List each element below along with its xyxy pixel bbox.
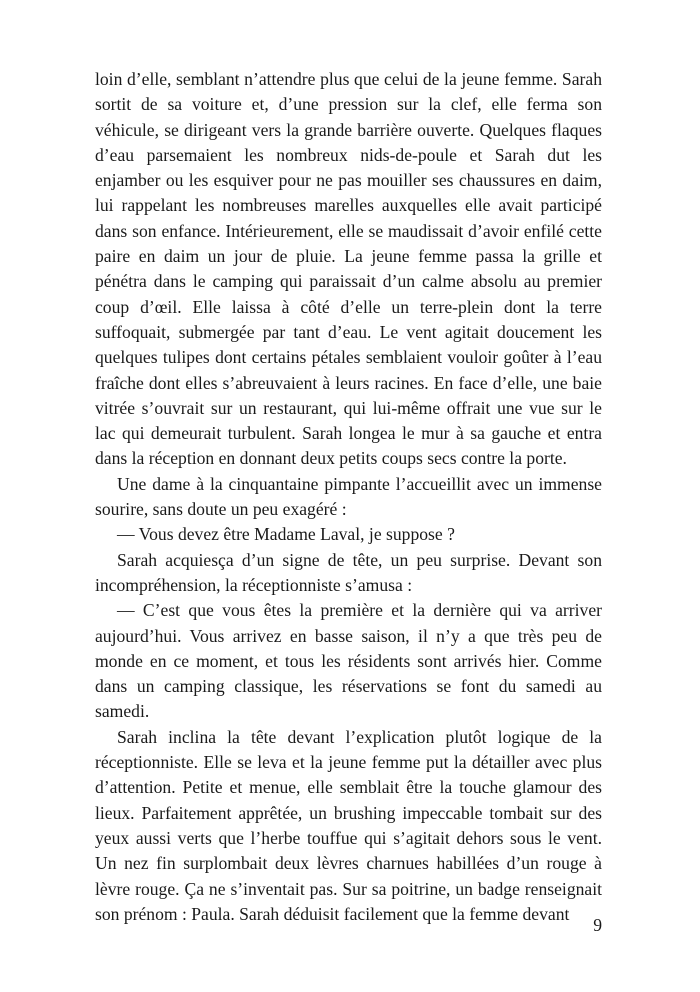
page-number: 9 (593, 915, 602, 935)
paragraph-6: Sarah inclina la tête devant l’explication plutôt logique de la réceptionniste. Elle se leva et la jeune femme put la détailler avec plus d’attention. Petite et menue, elle semblait être la touche glamour des lieux. Parfaitement apprêtée, un brushing impeccable tombait sur des yeux aussi verts que l’herbe touffue qui s’agitait dehors sous le vent. Un nez fin surplombait deux lèvres charnues habillées d’un rouge à lèvre rouge. Ça ne s’inventait pas. Sur sa poitrine, un badge renseignait son prénom : Paula. Sarah déduisit facilement que la femme devant (95, 726, 602, 924)
paragraph-2: Une dame à la cinquantaine pimpante l’accueillit avec un immense sourire, sans doute un peu exagéré : (95, 473, 602, 520)
paragraph-4: Sarah acquiesça d’un signe de tête, un peu surprise. Devant son incompréhension, la réceptionniste s’amusa : (95, 549, 602, 595)
paragraph-1: loin d’elle, semblant n’attendre plus que celui de la jeune femme. Sarah sortit de sa voiture et, d’une pression sur la clef, elle ferma son véhicule, se dirigeant vers la grande barrière ouverte. Quelques flaques d’eau parsemaient les nombreux nids-de-poule et Sarah dut les enjamber ou les esquiver pour ne pas mouiller ses chaussures en daim, lui rappelant les nombreuses marelles auxquelles elle avait participé dans son enfance. Intérieurement, elle se maudissait d’avoir enfilé cette paire en daim un jour de pluie. La jeune femme passa la grille et pénétra dans le camping qui paraissait d’un calme absolu au premier coup d’œil. Elle laissa à côté d’elle un terre-plein dont la terre suffoquait, submergée par tant d’eau. Le vent agitait doucement les quelques tulipes dont certains pétales semblaient vouloir goûter à l’eau fraîche dont elles s’abreuvaient à leurs racines. En face d’elle, une baie vitrée s’ouvrait sur un restaurant, qui lui-même offrait une vue sur le lac qui demeurait turbulent. Sarah longea le mur à sa gauche et entra dans la réception en donnant deux petits coups secs contre la porte. (95, 69, 602, 469)
paragraph-3: — Vous devez être Madame Laval, je suppose ? (117, 524, 455, 545)
paragraph-5: — C’est que vous êtes la première et la dernière qui va arriver aujourd’hui. Vous arrivez en basse saison, il n’y a que très peu de monde en ce moment, et tous les résidents sont arrivés hier. Comme dans un camping classique, les réservations se font du samedi au samedi. (95, 600, 602, 722)
body-text (95, 67, 602, 927)
